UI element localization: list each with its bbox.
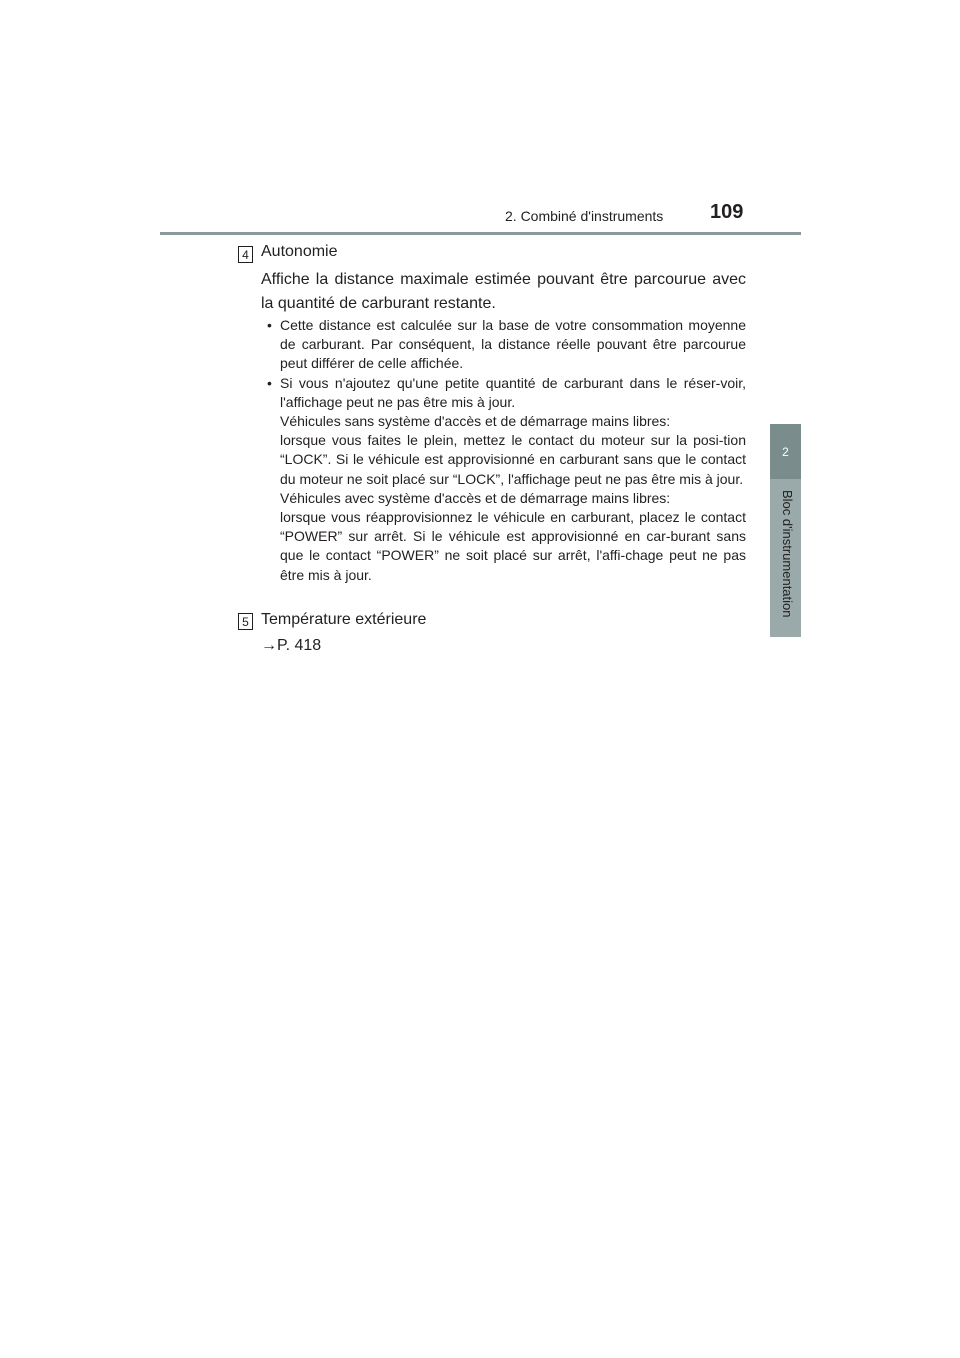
note-paragraph: Cette distance est calculée sur la base de votre consommation moyenne de carburant. Par conséquent, la distance réelle pouvant être parcourue peut différer de celle affichée.	[280, 317, 746, 372]
chapter-label: Bloc d'instrumentation	[780, 490, 795, 618]
item-title: Autonomie	[261, 243, 338, 260]
item-marker: 5	[238, 613, 253, 630]
page-reference-link[interactable]: →P. 418	[261, 637, 322, 654]
note-paragraph: lorsque vous réapprovisionnez le véhicule en carburant, placez le contact “POWER” sur arrêt. Si le véhicule est approvisionné en car-burant sans que le contact “POWER” ne soit placé sur arrêt, l'affi-chage peut ne pas être mis à jour.	[280, 509, 746, 583]
chapter-number: 2	[782, 444, 789, 459]
note-paragraph: lorsque vous faites le plein, mettez le contact du moteur sur la posi-tion “LOCK”. Si le véhicule est approvisionné en carburant sans que le contact du moteur ne soit placé sur “LOCK”, l'affichage peut ne pas être mis à jour.	[280, 432, 746, 487]
note-paragraph: Véhicules sans système d'accès et de démarrage mains libres:	[280, 413, 671, 430]
item-title: Température extérieure	[261, 611, 427, 628]
bullet-marker: •	[267, 374, 272, 391]
item-description: Affiche la distance maximale estimée pouvant être parcourue avec la quantité de carburant restante.	[261, 271, 746, 312]
note-paragraph: Si vous n'ajoutez qu'une petite quantité de carburant dans le réser-voir, l'affichage peut ne pas être mis à jour.	[280, 374, 746, 410]
section-title: 2. Combiné d'instruments	[505, 208, 664, 224]
header-divider	[160, 232, 801, 235]
note-list	[261, 316, 746, 585]
note-item	[261, 316, 746, 374]
item-marker: 4	[238, 246, 253, 263]
bullet-marker: •	[267, 317, 272, 333]
note-paragraph: Véhicules avec système d'accès et de démarrage mains libres:	[280, 489, 671, 506]
note-item	[261, 374, 746, 585]
page-number: 109	[710, 201, 744, 223]
